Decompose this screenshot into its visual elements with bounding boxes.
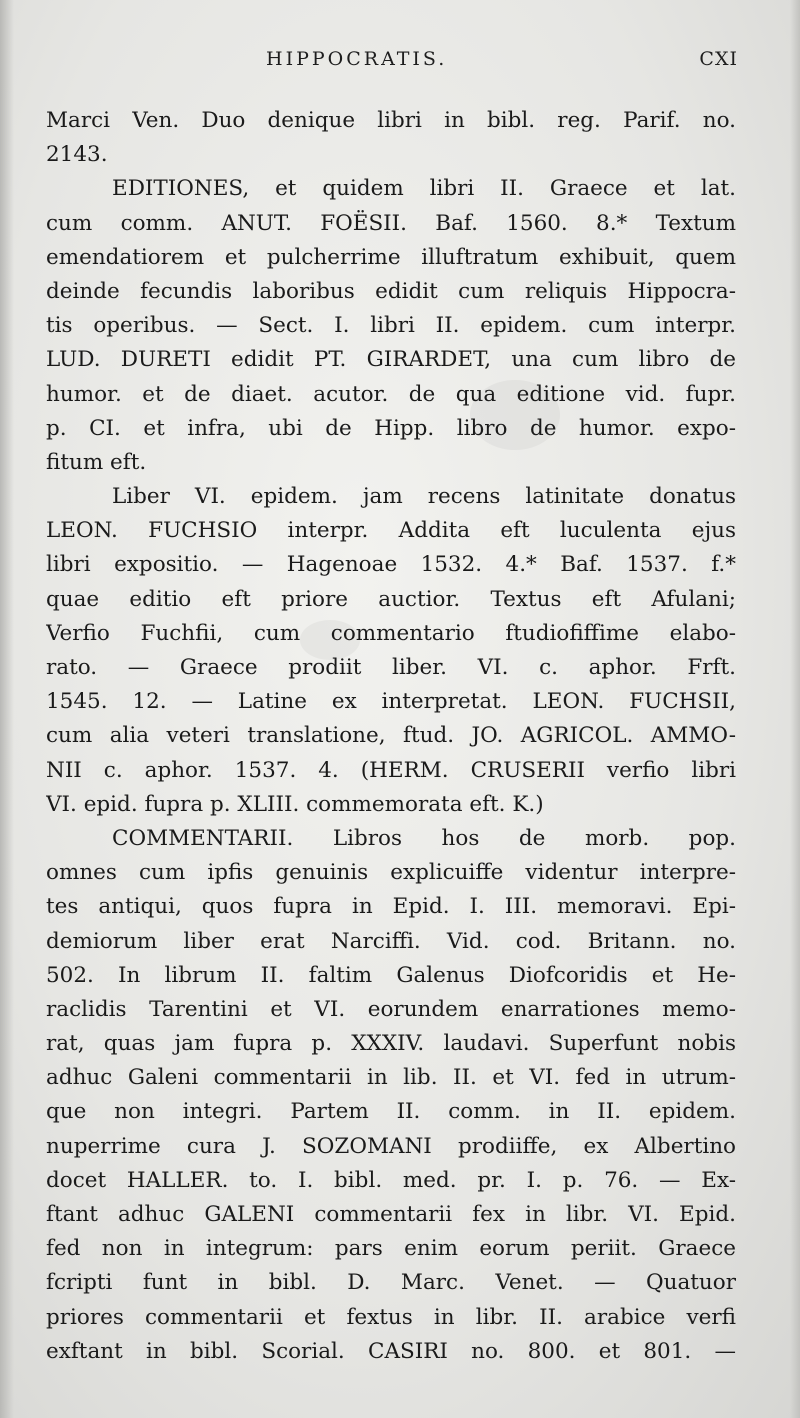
page-left-edge-shadow (0, 0, 14, 1418)
text-line: raclidis Tarentini et VI. eorundem enarrationes memo- (46, 996, 736, 1022)
text-line: p. CI. et infra, ubi de Hipp. libro de humor. expo- (46, 415, 736, 441)
text-line: que non integri. Partem II. comm. in II. epidem. (46, 1099, 736, 1125)
page-right-edge-shadow (790, 0, 800, 1418)
text-line: omnes cum ipfis genuinis explicuiffe videntur interpre- (46, 860, 736, 886)
text-line: exftant in bibl. Scorial. CASIRI no. 800. et 801. — (46, 1338, 736, 1364)
text-line: fitum eft. (46, 449, 147, 475)
text-line: docet HALLER. to. I. bibl. med. pr. I. p. 76. — Ex- (46, 1167, 736, 1193)
text-line: fcripti funt in bibl. D. Marc. Venet. — Quatuor (46, 1270, 736, 1296)
text-line: ftant adhuc GALENI commentarii fex in libr. VI. Epid. (46, 1202, 736, 1227)
text-line: 2143. (46, 142, 108, 168)
text-line: tes antiqui, quos fupra in Epid. I. III. memoravi. Epi- (46, 894, 736, 920)
text-line: EDITIONES, et quidem libri II. Graece et lat. (112, 176, 736, 202)
text-line: tis operibus. — Sect. I. libri II. epidem. cum interpr. (46, 313, 736, 339)
text-line: 1545. 12. — Latine ex interpretat. LEON. FUCHSII, (46, 689, 736, 715)
text-line: Verfio Fuchfii, cum commentario ftudiofiffime elabo- (46, 620, 736, 646)
text-line: Liber VI. epidem. jam recens latinitate donatus (112, 484, 736, 510)
text-line: deinde fecundis laboribus edidit cum reliquis Hippocra- (46, 278, 736, 304)
text-line: COMMENTARII. Libros hos de morb. pop. (112, 825, 736, 851)
text-line: quae editio eft priore auctior. Textus eft Afulani; (46, 586, 736, 612)
text-line: emendatiorem et pulcherrime illuftratum exhibuit, quem (46, 244, 736, 270)
text-line: rat, quas jam fupra p. XXXIV. laudavi. Superfunt nobis (46, 1031, 736, 1057)
text-line: libri expositio. — Hagenoae 1532. 4.* Baf. 1537. f.* (46, 552, 736, 578)
text-line: Marci Ven. Duo denique libri in bibl. reg. Parif. no. (46, 108, 736, 133)
text-line: rato. — Graece prodiit liber. VI. c. aphor. Frft. (46, 655, 736, 680)
text-line: LEON. FUCHSIO interpr. Addita eft luculenta ejus (46, 518, 736, 544)
text-line: nuperrime cura J. SOZOMANI prodiiffe, ex Albertino (46, 1133, 736, 1159)
text-line: priores commentarii et fextus in libr. II. arabice verfi (46, 1304, 736, 1330)
running-head: HIPPOCRATIS. (266, 48, 448, 70)
text-line: adhuc Galeni commentarii in lib. II. et VI. fed in utrum- (46, 1065, 736, 1091)
text-line: humor. et de diaet. acutor. de qua editione vid. fupr. (46, 381, 736, 407)
text-line: fed non in integrum: pars enim eorum periit. Graece (46, 1236, 736, 1262)
text-line: 502. In librum II. faltim Galenus Diofcoridis et He- (46, 962, 736, 988)
page-body (46, 104, 736, 1369)
text-line: VI. epid. fupra p. XLIII. commemorata eft. K.) (46, 791, 544, 817)
text-line: LUD. DURETI edidit PT. GIRARDET, una cum libro de (46, 347, 736, 373)
page-number: CXI (699, 48, 738, 70)
text-line: NII c. aphor. 1537. 4. (HERM. CRUSERII verfio libri (46, 757, 736, 783)
text-line: cum comm. ANUT. FOËSII. Baf. 1560. 8.* Textum (46, 210, 736, 236)
text-line: demiorum liber erat Narciffi. Vid. cod. Britann. no. (46, 928, 736, 954)
page-header (48, 48, 738, 78)
text-line: cum alia veteri translatione, ftud. JO. AGRICOL. AMMO- (46, 723, 736, 749)
